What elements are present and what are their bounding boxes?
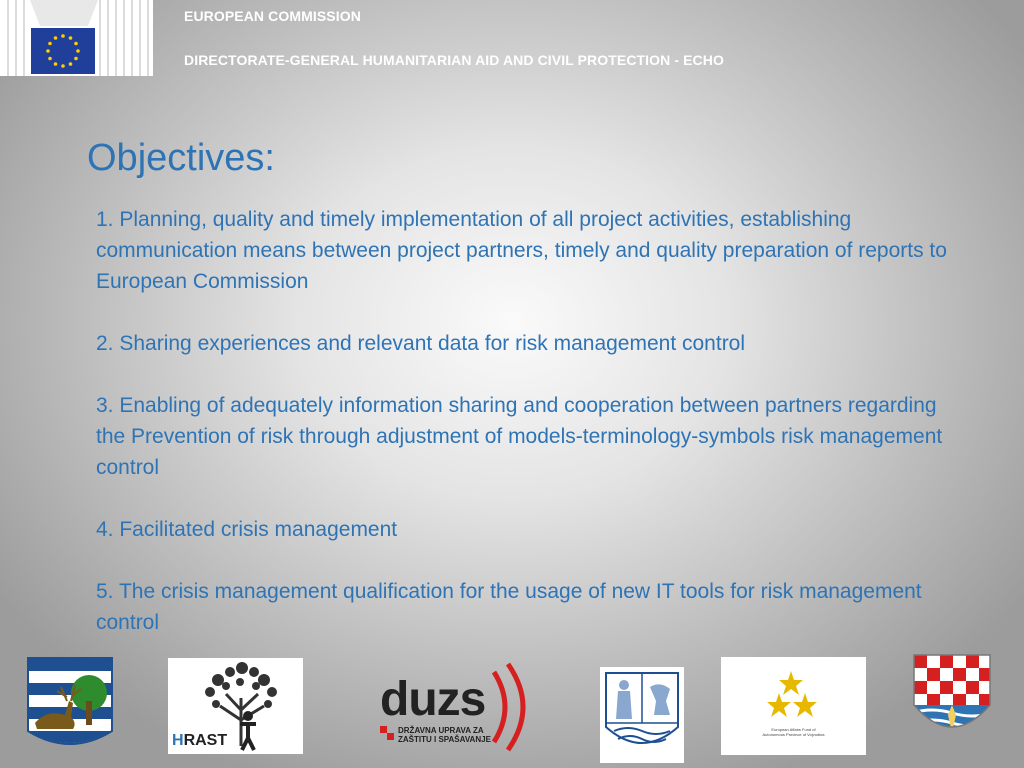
checkered-shield-icon xyxy=(912,653,992,741)
checkered-coat-of-arms-logo xyxy=(912,653,992,741)
objective-item-2: 2. Sharing experiences and relevant data for risk management control xyxy=(96,332,746,355)
checker-square xyxy=(914,681,927,694)
duzs-logo xyxy=(378,662,538,752)
objective-item-1: 1. Planning, quality and timely implementation of all project activities, establishing communication means between project partners, timely and quality preparation of reports to European Commission xyxy=(96,208,947,293)
objective-item-4: 4. Facilitated crisis management xyxy=(96,518,398,541)
vojvodina-fund-logo xyxy=(721,657,866,755)
municipality-coat-of-arms-logo xyxy=(600,667,684,763)
checker-square xyxy=(914,655,927,668)
duzs-subtitle-1: DRŽAVNA UPRAVA ZA xyxy=(398,726,484,735)
eu-star-icon xyxy=(74,42,78,46)
eu-star-icon xyxy=(54,62,58,66)
header-organization: EUROPEAN COMMISSION xyxy=(184,8,361,24)
checker-square xyxy=(940,681,953,694)
eu-star-icon xyxy=(61,34,65,38)
eu-star-icon xyxy=(48,42,52,46)
checker-square xyxy=(966,681,979,694)
duzs-signal-arcs-icon xyxy=(486,662,536,752)
checker-square xyxy=(966,655,979,668)
eu-star-icon xyxy=(54,36,58,40)
european-commission-logo xyxy=(0,0,153,76)
eu-star-icon xyxy=(69,36,73,40)
eu-star-icon xyxy=(74,57,78,61)
checker-square xyxy=(940,655,953,668)
header-directorate: DIRECTORATE-GENERAL HUMANITARIAN AID AND CIVIL PROTECTION - ECHO xyxy=(184,52,724,68)
checker-square xyxy=(953,668,966,681)
duzs-wordmark: duzs xyxy=(380,673,486,726)
eu-stars-icon xyxy=(31,28,95,74)
coat-of-arms-saint-lion-icon xyxy=(600,667,684,763)
eu-flag xyxy=(31,28,95,74)
eu-star-icon xyxy=(46,49,50,53)
coat-of-arms-deer-icon xyxy=(27,657,113,751)
vojvodina-caption-1: European Affairs Fund of xyxy=(771,727,816,732)
hrast-label: HRAST xyxy=(172,732,228,749)
hrast-logo xyxy=(168,658,303,754)
eu-star-icon xyxy=(69,62,73,66)
vojvodina-caption-2: Autonomous Province of Vojvodina xyxy=(762,732,825,737)
checker-square xyxy=(927,668,940,681)
objective-item-5: 5. The crisis management qualification for the usage of new IT tools for risk management control xyxy=(96,580,922,634)
eu-star-icon xyxy=(76,49,80,53)
page-title: Objectives: xyxy=(87,137,275,179)
duzs-subtitle-2: ZAŠTITU I SPAŠAVANJE xyxy=(398,735,491,744)
county-coat-of-arms-logo xyxy=(27,657,113,751)
eu-star-icon xyxy=(61,64,65,68)
three-stars-icon xyxy=(763,671,823,721)
eu-star-icon xyxy=(48,57,52,61)
objective-item-3: 3. Enabling of adequately information sharing and cooperation between partners regarding the Prevention of risk through adjustment of models-terminology-symbols risk management control xyxy=(96,394,943,479)
objectives-list xyxy=(96,204,956,669)
duzs-checker-icon xyxy=(380,726,394,740)
